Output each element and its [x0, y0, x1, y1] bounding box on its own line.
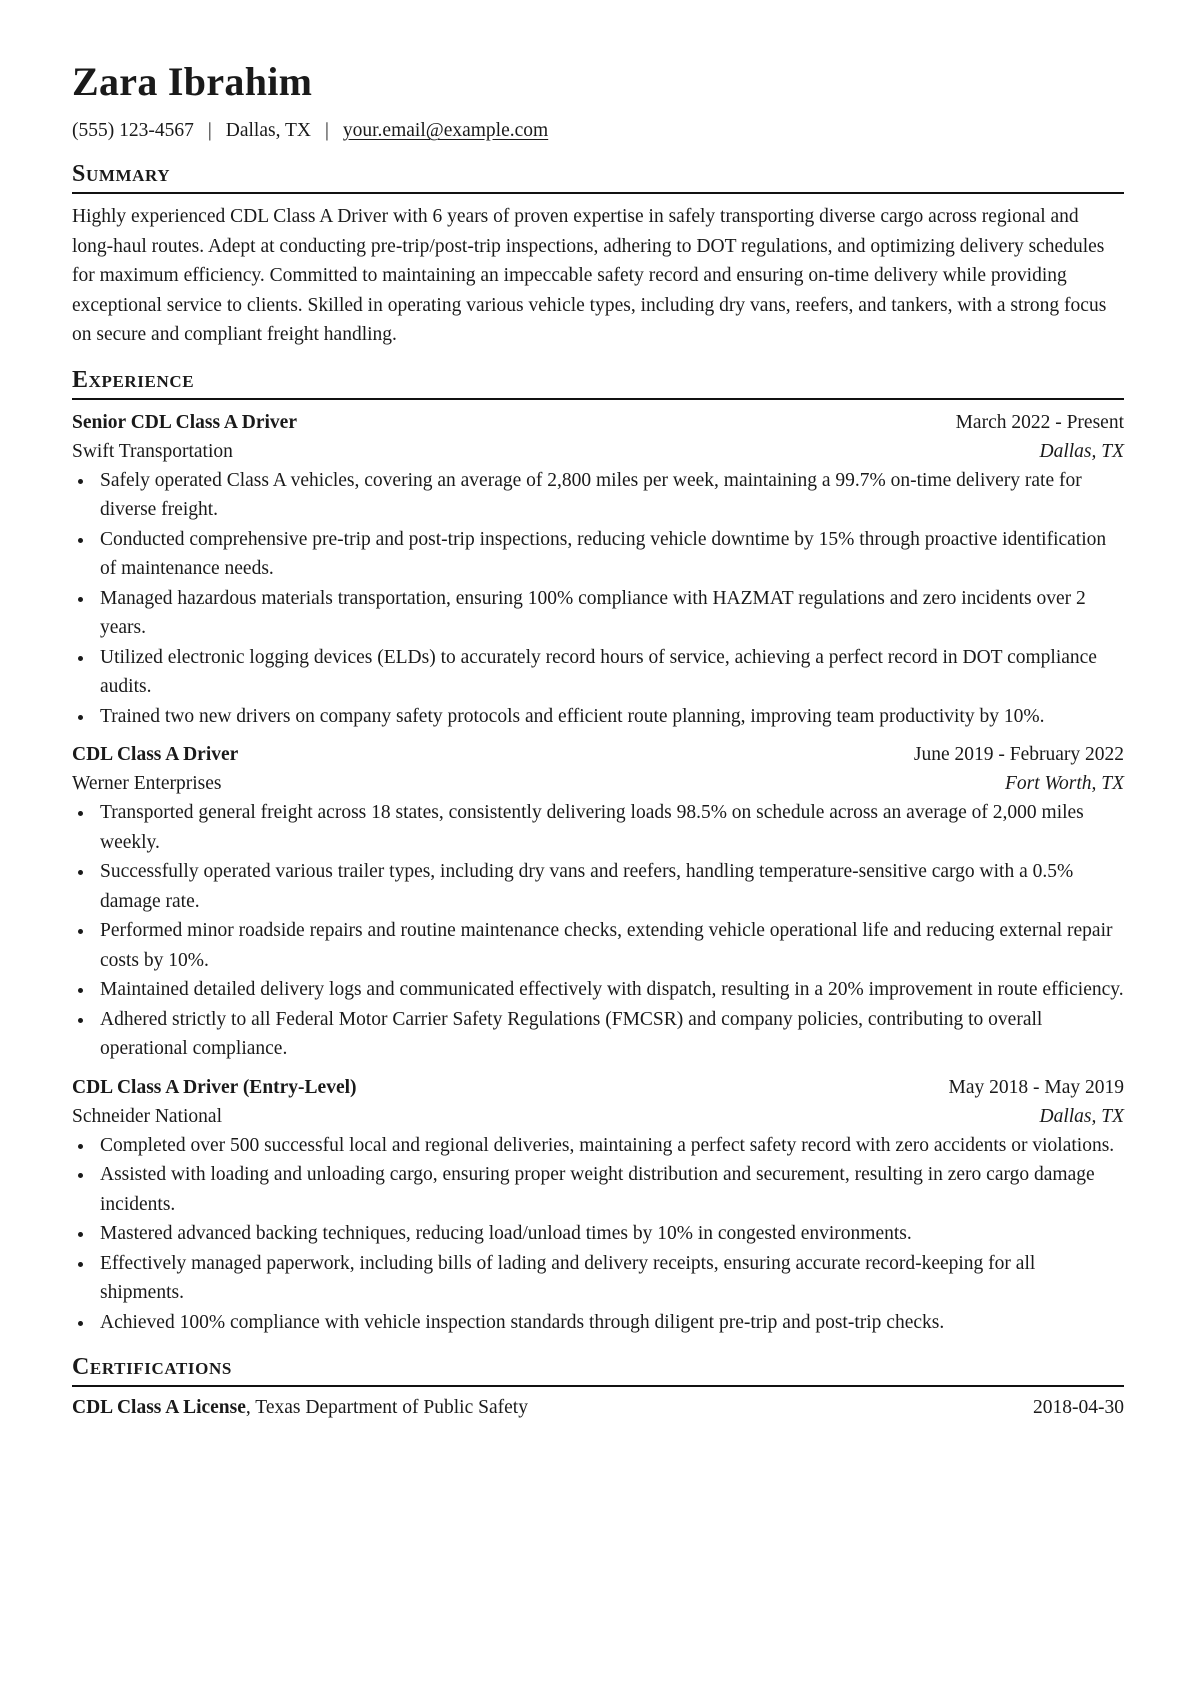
certifications-section [72, 1353, 1124, 1422]
bullet-item: Assisted with loading and unloading cargo, ensuring proper weight distribution and securement, resulting in zero cargo damage incidents. [72, 1160, 1124, 1219]
bullet-icon [78, 1144, 83, 1149]
bullet-icon [78, 988, 83, 993]
bullet-icon [78, 1232, 83, 1237]
bullet-item: Managed hazardous materials transportation, ensuring 100% compliance with HAZMAT regulations and zero incidents over 2 years. [72, 584, 1124, 643]
section-title-summary: Summary [72, 160, 1124, 194]
bullet-item: Mastered advanced backing techniques, reducing load/unload times by 10% in congested environments. [72, 1219, 1124, 1249]
job-bullets [72, 1131, 1124, 1338]
summary-section [72, 160, 1124, 350]
bullet-icon [78, 597, 83, 602]
bullet-icon [78, 811, 83, 816]
section-title-certifications: Certifications [72, 1353, 1124, 1387]
separator: | [207, 120, 212, 141]
bullet-item: Trained two new drivers on company safety protocols and efficient route planning, improving team productivity by 10%. [72, 702, 1124, 732]
job-location: Dallas, TX [1039, 1105, 1124, 1127]
certification-issuer: , Texas Department of Public Safety [245, 1397, 528, 1418]
job-entry [72, 1073, 1124, 1338]
bullet-icon [78, 1173, 83, 1178]
separator: | [324, 120, 329, 141]
certification-date: 2018-04-30 [1033, 1397, 1124, 1418]
bullet-icon [78, 715, 83, 720]
bullet-icon [78, 479, 83, 484]
bullet-item: Conducted comprehensive pre-trip and post-trip inspections, reducing vehicle downtime by 15% through proactive identification of maintenance needs. [72, 525, 1124, 584]
contact-line [72, 118, 1124, 144]
resume-page [72, 58, 1124, 1422]
job-location: Fort Worth, TX [1004, 773, 1124, 794]
section-title-experience: Experience [72, 366, 1124, 400]
job-entry [72, 408, 1124, 732]
location: Dallas, TX [225, 120, 311, 141]
job-dates: March 2022 - Present [955, 411, 1124, 433]
bullet-item: Maintained detailed delivery logs and communicated effectively with dispatch, resulting in a 20% improvement in route efficiency. [72, 975, 1124, 1005]
job-title: Senior CDL Class A Driver [72, 411, 297, 433]
company-name: Werner Enterprises [72, 773, 222, 794]
certification-name: CDL Class A License [72, 1397, 246, 1418]
job-bullets [72, 466, 1124, 732]
bullet-item: Effectively managed paperwork, including bills of lading and delivery receipts, ensuring accurate record-keeping for all shipments. [72, 1249, 1124, 1308]
job-title: CDL Class A Driver (Entry-Level) [72, 1076, 357, 1098]
email-link[interactable]: your.email@example.com [342, 120, 549, 141]
job-title: CDL Class A Driver [72, 744, 239, 765]
bullet-item: Completed over 500 successful local and regional deliveries, maintaining a perfect safety record with zero accidents or violations. [72, 1131, 1124, 1161]
bullet-item: Transported general freight across 18 states, consistently delivering loads 98.5% on schedule across an average of 2,000 miles weekly. [72, 798, 1124, 857]
job-dates: June 2019 - February 2022 [913, 744, 1124, 765]
bullet-item: Safely operated Class A vehicles, covering an average of 2,800 miles per week, maintaining a 99.7% on-time delivery rate for diverse freight. [72, 466, 1124, 525]
job-dates: May 2018 - May 2019 [948, 1076, 1124, 1098]
bullet-icon [78, 538, 83, 543]
phone-number: (555) 123-4567 [72, 120, 194, 141]
bullet-icon [78, 870, 83, 875]
bullet-icon [78, 929, 83, 934]
summary-text: Highly experienced CDL Class A Driver with 6 years of proven expertise in safely transporting diverse cargo across regional and long-haul routes. Adept at conducting pre-trip/post-trip inspections, adhering to DOT regulations, and optimizing delivery schedules for maximum efficiency. Committed to maintaining an impeccable safety record and ensuring on-time delivery while providing exceptional service to clients. Skilled in operating various vehicle types, including dry vans, reefers, and tankers, with a strong focus on secure and compliant freight handling. [72, 206, 1107, 345]
bullet-item: Achieved 100% compliance with vehicle inspection standards through diligent pre-trip and post-trip checks. [72, 1308, 1124, 1338]
bullet-item: Adhered strictly to all Federal Motor Carrier Safety Regulations (FMCSR) and company policies, contributing to overall operational compliance. [72, 1005, 1124, 1064]
bullet-icon [78, 656, 83, 661]
candidate-name: Zara Ibrahim [72, 59, 313, 104]
bullet-icon [78, 1262, 83, 1267]
bullet-icon [78, 1321, 83, 1326]
job-bullets [72, 798, 1124, 1064]
bullet-item: Performed minor roadside repairs and routine maintenance checks, extending vehicle operational life and reducing external repair costs by 10%. [72, 916, 1124, 975]
bullet-item: Utilized electronic logging devices (ELDs) to accurately record hours of service, achieving a perfect record in DOT compliance audits. [72, 643, 1124, 702]
company-name: Schneider National [72, 1105, 222, 1127]
job-location: Dallas, TX [1039, 440, 1124, 462]
certification-item [72, 1393, 1124, 1422]
job-entry [72, 740, 1124, 1064]
company-name: Swift Transportation [72, 440, 233, 462]
experience-section [72, 366, 1124, 1338]
bullet-item: Successfully operated various trailer types, including dry vans and reefers, handling temperature-sensitive cargo with a 0.5% damage rate. [72, 857, 1124, 916]
bullet-icon [78, 1018, 83, 1023]
